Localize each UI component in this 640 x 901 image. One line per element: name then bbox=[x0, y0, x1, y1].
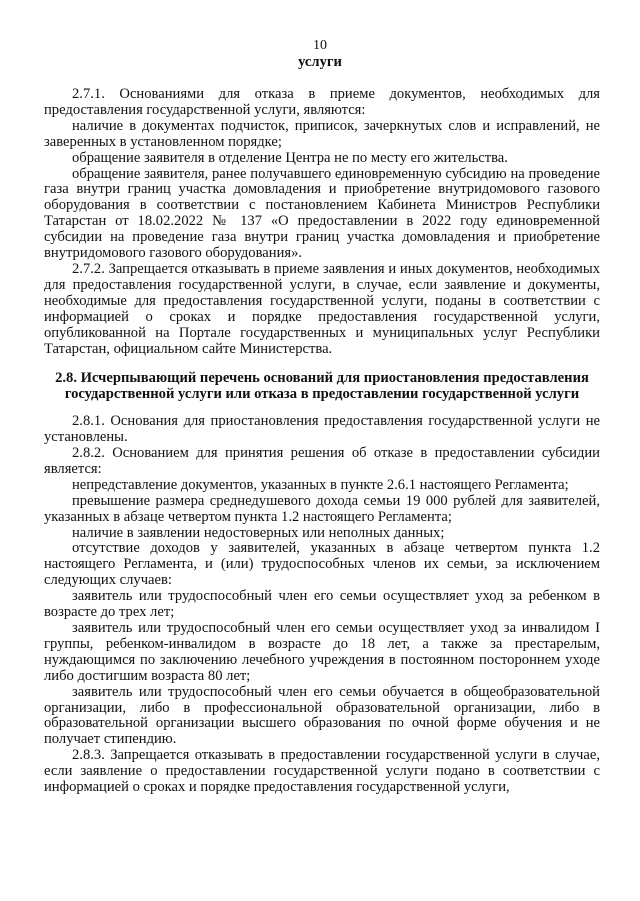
paragraph-2-8-1: 2.8.1. Основания для приостановления предоставления государственной услуги не установлены. bbox=[44, 413, 600, 446]
section-heading-2-8: 2.8. Исчерпывающий перечень оснований для приостановления предоставления государственной услуги или отказа в предоставлении государственной услуги bbox=[55, 370, 589, 403]
paragraph-corrections: наличие в документах подчисток, приписок, зачеркнутых слов и исправлений, не заверенных в установленном порядке; bbox=[44, 117, 600, 150]
paragraph-missing-docs: непредставление документов, указанных в пункте 2.6.1 настоящего Регламента; bbox=[72, 476, 569, 493]
paragraph-child-care: заявитель или трудоспособный член его семьи осуществляет уход за ребенком в возрасте до трех лет; bbox=[44, 588, 600, 621]
paragraph-disabled-care: заявитель или трудоспособный член его семьи осуществляет уход за инвалидом I группы, ребенком-инвалидом в возрасте до 18 лет, а также за престарелым, нуждающимся по заключению лечебного учреждения в постоянном постороннем уходе либо достигшим возраста 80 лет; bbox=[44, 620, 600, 684]
paragraph-education: заявитель или трудоспособный член его семьи обучается в общеобразовательной организации, либо в профессиональной образовательной организации, либо в образовательной организации высшего образования по очной форме обучения и не получает стипендию. bbox=[44, 683, 600, 748]
document-body bbox=[44, 87, 600, 796]
paragraph-2-7-1: 2.7.1. Основаниями для отказа в приеме документов, необходимых для предоставления государственной услуги, являются: bbox=[44, 86, 600, 118]
paragraph-2-8-3: 2.8.3. Запрещается отказывать в предоставлении государственной услуги в случае, если заявление о предоставлении государственной услуги подано в соответствии с информацией о сроках и порядке предоставления государственной услуги, bbox=[44, 747, 600, 796]
paragraph-no-income: отсутствие доходов у заявителей, указанных в абзаце четвертом пункта 1.2 настоящего Регламента, и (или) трудоспособных членов их семьи, за исключением следующих случаев: bbox=[44, 540, 600, 589]
paragraph-2-8-2: 2.8.2. Основанием для принятия решения об отказе в предоставлении субсидии является: bbox=[44, 445, 600, 477]
paragraph-income-limit: превышение размера среднедушевого дохода семьи 19 000 рублей для заявителей, указанных в абзаце четвертом пункта 1.2 настоящего Регламента; bbox=[44, 492, 600, 525]
paragraph-wrong-office: обращение заявителя в отделение Центра не по месту его жительства. bbox=[72, 149, 508, 166]
paragraph-2-7-2: 2.7.2. Запрещается отказывать в приеме заявления и иных документов, необходимых для предоставления государственной услуги, в случае, если заявление и документы, необходимые для предоставления государственной услуги, поданы в соответствии с информацией о сроках и порядке предоставления государственной услуги, опубликованной на Портале государственных и муниципальных услуг Республики Татарстан, официальном сайте Министерства. bbox=[44, 260, 600, 357]
paragraph-prior-subsidy: обращение заявителя, ранее получавшего единовременную субсидию на проведение газа внутри границ участка домовладения и приобретение внутридомового газового оборудования в соответствии с постановлением Кабинета Министров Республики Татарстан от 18.02.2022 № 137 «О предоставлении в 2022 году единовременной субсидии на проведение газа внутри границ участка домовладения и приобретение внутридомового газового оборудования». bbox=[44, 165, 600, 262]
paragraph-false-data: наличие в заявлении недостоверных или неполных данных; bbox=[72, 524, 445, 541]
continued-heading: услуги bbox=[298, 54, 342, 70]
page-number: 10 bbox=[313, 38, 327, 53]
